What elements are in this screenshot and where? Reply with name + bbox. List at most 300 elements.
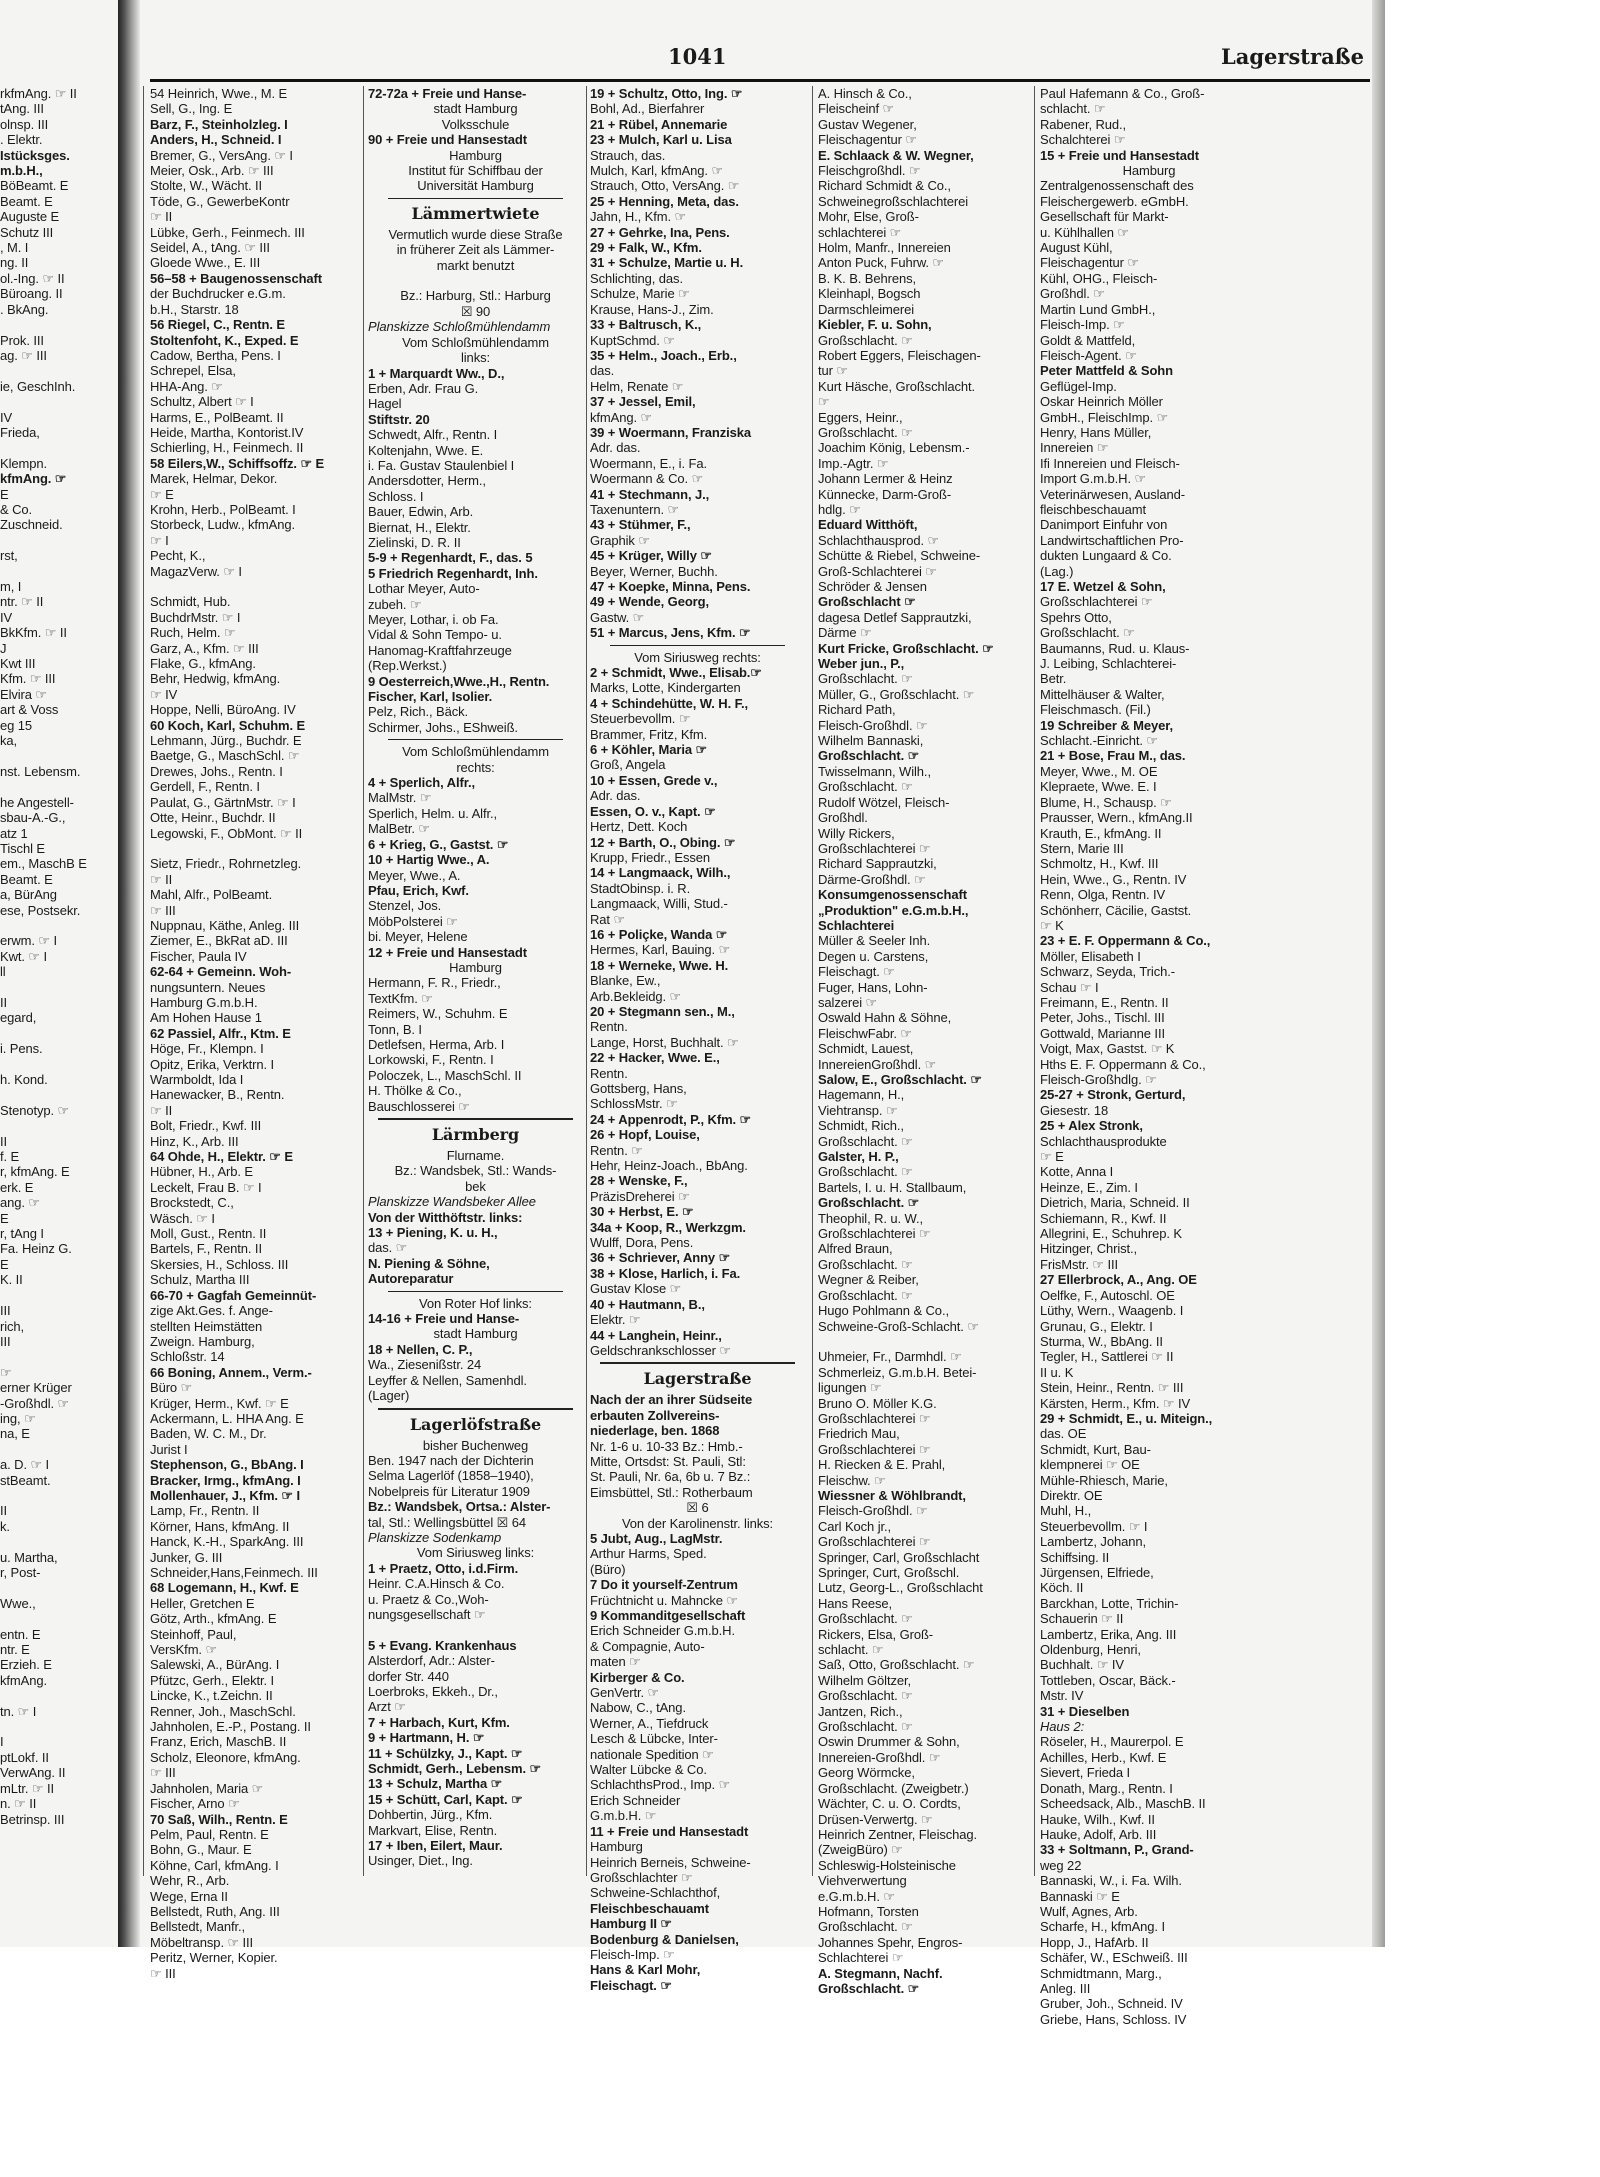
directory-entry-line: rich, [0,1318,25,1334]
directory-entry-line: Schweine-Schlachthof, [590,1885,721,1901]
directory-entry-line: Lamp, Fr., Rentn. II [150,1503,260,1519]
directory-entry-line: Stiftstr. 20 [368,411,430,427]
directory-entry-line: Seidel, A., tAng. ☞ III [150,240,270,256]
directory-entry-line: Friedrich Mau, [818,1426,900,1442]
section-rule [388,1291,563,1292]
directory-entry-line: Schlachterei [818,917,895,933]
directory-entry-line: Schalchterei ☞ [1040,132,1126,148]
directory-entry-line: 40 + Hautmann, B., [590,1296,705,1312]
column-divider [1034,86,1035,1876]
directory-entry-line: Koltenjahn, Wwe. E. [368,442,484,458]
directory-entry-line: Oswin Drummer & Sohn, [818,1734,960,1750]
directory-entry-line: H. Riecken & E. Prahl, [818,1457,946,1473]
directory-entry-line: Stein, Heinr., Rentn. ☞ III [1040,1380,1184,1396]
directory-entry-line: 64 Ohde, H., Elektr. ☞ E [150,1149,293,1165]
page-number: 1041 [668,44,727,69]
directory-entry-line: 15 + Freie und Hansestadt [1040,147,1199,163]
directory-entry-line: Vom Schloßmühlendamm [402,744,549,760]
directory-entry-line: (Lag.) [1040,563,1074,579]
directory-entry-line: E [0,1256,9,1272]
directory-entry-line: Stenzel, Jos. [368,898,442,914]
directory-entry-line: Fleischagt. ☞ [818,964,895,980]
directory-entry-line: St. Pauli, Nr. 6a, 6b u. 7 Bz.: [590,1469,751,1485]
directory-entry-line: Jahnholen, E.-P., Postang. II [150,1719,311,1735]
directory-entry-line: ☒ 90 [460,303,491,319]
directory-entry-line: Martin Lund GmbH., [1040,301,1156,317]
directory-entry-line: Bodenburg & Danielsen, [590,1931,739,1947]
directory-entry-line: Schmidt, Kurt, Bau- [1040,1441,1151,1457]
directory-entry-line: Dietrich, Maria, Schneid. II [1040,1195,1190,1211]
directory-entry-line: Otte, Heinr., Buchdr. II [150,810,276,826]
directory-entry-line: Imp.-Agtr. ☞ [818,455,889,471]
directory-entry-line: Bellstedt, Ruth, Ang. III [150,1903,280,1919]
directory-entry-line: stBeamt. [0,1472,51,1488]
directory-entry-line: Renner, Joh., MaschSchl. [150,1703,296,1719]
directory-entry-line: Anton Puck, Fuhrw. ☞ [818,255,944,271]
directory-entry-line: (Rep.Werkst.) [368,658,447,674]
directory-entry-line: Bauschlosserei ☞ [368,1098,470,1114]
directory-entry-line [368,1622,583,1637]
directory-entry-line: Zielinski, D. R. II [368,534,461,550]
directory-entry-line: Hugo Pohlmann & Co., [818,1303,949,1319]
directory-entry-line: Köhne, Carl, kfmAng. I [150,1857,279,1873]
section-rule [388,198,563,199]
directory-entry-line: Großschlachterei ☞ [1040,594,1153,610]
directory-entry-line: Tegler, H., Sattlerei ☞ II [1040,1349,1174,1365]
directory-entry-line: Hamburg G.m.b.H. [150,994,258,1010]
directory-entry-line: Hagemann, H., [818,1087,905,1103]
text-column-4 [818,86,1028,1996]
directory-entry-line [0,1118,113,1133]
directory-entry-line: tur ☞ [818,363,848,379]
directory-entry-line: 12 + Freie und Hansestadt [368,944,527,960]
directory-entry-line: 1 + Praetz, Otto, i.d.Firm. [368,1560,519,1576]
directory-entry-line: Köch. II [1040,1580,1084,1596]
directory-entry-line: Gottsberg, Hans, [590,1081,687,1096]
directory-entry-line: Wegner & Reiber, [818,1272,919,1288]
directory-entry-line: Scheedsack, Alb., MaschB. II [1040,1796,1206,1812]
directory-entry-line: Buchhalt. ☞ IV [1040,1657,1124,1673]
directory-entry-line: 45 + Krüger, Willy ☞ [590,548,712,564]
directory-entry-line: Uhmeier, Fr., Darmhdl. ☞ [818,1349,962,1365]
directory-entry-line: 28 + Wenske, F., [590,1173,688,1189]
directory-entry-line [0,1087,113,1102]
directory-entry-line: Sell, G., Ing. E [150,101,233,117]
directory-entry-line: Beamt. E [0,193,53,209]
book-gutter [118,0,140,1947]
directory-entry-line: Werner, A., Tiefdruck [590,1715,709,1731]
directory-entry-line: 5 Friedrich Regenhardt, Inh. [368,565,538,581]
directory-entry-line: Gruber, Joh., Schneid. IV [1040,1996,1183,2012]
directory-entry-line: zubeh. ☞ [368,596,422,612]
text-column-0 [0,86,113,1886]
directory-entry-line: Bz.: Wandsbek, Stl.: Wands- [394,1163,557,1179]
directory-entry-line: kfmAng. ☞ [590,409,653,425]
street-heading: Lagerlöfstraße [409,1414,542,1434]
directory-entry-line: Großschlacht. ☞ [818,1195,920,1211]
directory-entry-line: Möbeltransp. ☞ III [150,1934,254,1950]
street-heading: Lärmberg [431,1125,520,1144]
directory-entry-line: Von Roter Hof links: [419,1295,532,1311]
directory-entry-line: Hitzinger, Christ., [1040,1241,1138,1257]
directory-entry-line: Universität Hamburg [417,178,534,194]
directory-entry-line: Kurt Häsche, Großschlacht. [818,378,976,394]
directory-entry-line: Paulat, G., GärtnMstr. ☞ I [150,794,296,810]
directory-entry-line: Muhl, H., [1040,1503,1092,1519]
directory-entry-line: 21 + Rübel, Annemarie [590,116,728,132]
directory-entry-line: (ZweigBüro) ☞ [818,1842,903,1858]
directory-entry-line: IV [0,409,13,425]
directory-entry-line: Auguste E [0,209,60,225]
section-rule [610,645,785,646]
directory-entry-line: Bannaski, W., i. Fa. Wilh. [1040,1873,1182,1889]
directory-entry-line: Schloss. I [368,488,424,504]
directory-entry-line: SchlossMstr. ☞ [590,1096,678,1112]
directory-entry-line: 11 + Schülzky, J., Kapt. ☞ [368,1745,523,1761]
directory-entry-line: 62-64 + Gemeinn. Woh- [150,964,292,980]
directory-entry-line: Großhdl. ☞ [1040,286,1105,302]
directory-entry-line: 33 + Soltmann, P., Grand- [1040,1842,1194,1858]
directory-entry-line: InnereienGroßhdl. ☞ [818,1056,937,1072]
directory-entry-line: 14-16 + Freie und Hanse- [368,1311,520,1327]
street-heading: Lagerstraße [643,1369,752,1389]
directory-entry-line: Warmboldt, Ida I [150,1072,244,1087]
directory-entry-line: Hamburg [590,1839,643,1855]
directory-entry-line: Großschlacht. ☞ [818,1688,913,1704]
directory-entry-line: -Großhdl. ☞ [0,1395,70,1411]
directory-entry-line: ntr. ☞ II [0,594,44,610]
directory-entry-line: Scharfe, H., kfmAng. I [1040,1919,1165,1935]
directory-entry-line: Ben. 1947 nach der Dichterin [368,1452,534,1468]
page-header [148,44,1370,78]
directory-entry-line: 12 + Barth, O., Obing. ☞ [590,834,736,850]
directory-entry-line [0,1288,113,1303]
directory-entry-line: Junker, G. III [150,1549,223,1565]
directory-entry-line: ☞ E [1040,1149,1064,1165]
directory-entry-line: art & Voss [0,702,59,718]
directory-entry-line: 4 + Schindehütte, W. H. F., [590,695,749,711]
directory-entry-line: B. K. B. Behrens, [818,270,917,286]
directory-entry-line: Oelfke, F., Autoschl. OE [1040,1287,1175,1303]
directory-entry-line: Weber jun., P., [818,656,905,672]
directory-entry-line: Pecht, K., [150,548,206,564]
column-divider [812,86,813,1876]
directory-entry-line: 16 + Poliçke, Wanda ☞ [590,926,728,942]
directory-entry-line [0,363,113,378]
directory-entry-line: Stolte, W., Wächt. II [150,178,263,194]
directory-entry-line: Spehrs Otto, [1040,609,1112,625]
directory-entry-line [150,841,360,856]
directory-entry-line: kfmAng. [0,1672,47,1688]
directory-entry-line: Kärsten, Herm., Kfm. ☞ IV [1040,1395,1191,1411]
directory-entry-line: KuptSchmd. ☞ [590,332,675,348]
directory-entry-line: Marek, Helmar, Dekor. [150,471,278,487]
directory-entry-line: 37 + Jessel, Emil, [590,394,696,410]
directory-entry-line [0,440,113,455]
directory-entry-line: & Compagnie, Auto- [590,1638,705,1654]
directory-entry-line: Töde, G., GewerbeKontr [150,193,290,209]
directory-entry-line: Wege, Erna II [150,1888,228,1904]
directory-entry-line: Renn, Olga, Rentn. IV [1040,887,1166,903]
directory-entry-line: Schwarz, Seyda, Trich.- [1040,964,1175,980]
directory-entry-line: 18 + Werneke, Wwe. H. [590,957,729,973]
directory-entry-line: Ruch, Helm. ☞ [150,625,236,641]
directory-entry-line: schlacht. ☞ [1040,101,1106,117]
directory-entry-line: SchlachthsProd., Imp. ☞ [590,1777,731,1793]
directory-entry-line: Großschlacht. ☞ [818,1287,913,1303]
directory-entry-line: ligungen ☞ [818,1380,882,1396]
directory-entry-line: tAng. III [0,101,44,117]
directory-entry-line: u. Kühlhallen ☞ [1040,224,1129,240]
directory-entry-line: Theophil, R. u. W., [818,1210,924,1226]
directory-entry-line: Haus 2: [1040,1719,1085,1735]
directory-entry-line: klempnerei ☞ OE [1040,1457,1140,1473]
directory-entry-line: ol.-Ing. ☞ II [0,270,65,286]
directory-entry-line: Usinger, Diet., Ing. [368,1853,473,1869]
directory-entry-line: Jahnholen, Maria ☞ [150,1780,264,1796]
directory-entry-line: Johannes Spehr, Engros- [818,1934,963,1950]
directory-entry-line: Bellstedt, Manfr., [150,1919,246,1935]
directory-entry-line: 4 + Sperlich, Alfr., [368,775,475,791]
directory-entry-line: Leckelt, Frau B. ☞ I [150,1179,262,1195]
directory-entry-line: b.H., Starstr. 18 [150,301,239,317]
directory-entry-line: Schlachthausprod. ☞ [818,532,940,548]
directory-entry-line: Mstr. IV [1040,1688,1084,1704]
directory-entry-line: Schutz III [0,224,54,240]
directory-entry-line: Oswald Hahn & Söhne, [818,1010,952,1026]
directory-entry-line: Großschlacht. ☞ [818,1164,913,1180]
directory-entry-line: (Lager) [368,1388,410,1404]
directory-entry-line: Lincke, K., t.Zeichn. II [150,1688,273,1704]
directory-entry-line: Kiebler, F. u. Sohn, [818,317,932,333]
directory-entry-line: Schlachterei ☞ [818,1950,904,1966]
directory-entry-line: Helm, Renate ☞ [590,378,684,394]
directory-entry-line: der Buchdrucker e.G.m. [150,286,286,302]
directory-entry-line: Krohn, Herb., PolBeamt. I [150,501,296,517]
directory-entry-line: Heide, Martha, Kontorist.IV [150,424,304,440]
directory-entry-line: sbau-A.-G., [0,810,66,826]
directory-entry-line: G.m.b.H. ☞ [590,1808,657,1824]
directory-entry-line: Import G.m.b.H. ☞ [1040,471,1147,487]
directory-entry-line: Jürgensen, Elfriede, [1040,1565,1154,1580]
directory-entry-line: ese, Postsekr. [0,902,81,918]
directory-entry-line: Klepraete, Wwe. E. I [1040,779,1157,795]
directory-entry-line: J [0,640,7,656]
directory-entry-line: Andersdotter, Herm., [368,473,486,489]
directory-entry-line: Meyer, Lothar, i. ob Fa. [368,612,499,627]
directory-entry-line: Schloßstr. 14 [150,1349,225,1365]
directory-entry-line: Nuppnau, Käthe, Anleg. III [150,917,300,933]
directory-entry-line: 70 Saß, Wilh., Rentn. E [150,1811,288,1827]
directory-entry-line: Erich Schneider G.m.b.H. [590,1623,735,1639]
directory-entry-line: Woermann, E., i. Fa. [590,455,707,471]
directory-entry-line: Großschlacht. ☞ [818,1256,913,1272]
directory-entry-line: Großschlacht ☞ [818,594,916,610]
directory-entry-line: Franz, Erich, MaschB. II [150,1734,287,1750]
directory-entry-line: ll [0,964,6,980]
directory-entry-line: . Elektr. [0,132,43,148]
directory-entry-line [0,1688,113,1703]
directory-entry-line: Elektr. ☞ [590,1312,641,1328]
directory-entry-line: Hths E. F. Oppermann & Co., [1040,1056,1206,1072]
directory-entry-line: Schlacht.-Einricht. ☞ [1040,733,1158,749]
section-rule [378,1118,573,1120]
directory-entry-line: ☞ II [150,871,173,887]
directory-entry-line: Steuerbevollm. ☞ I [1040,1518,1148,1534]
directory-entry-line: Vom Schloßmühlendamm [402,334,549,350]
directory-entry-line: na, E [0,1426,30,1442]
directory-entry-line: Giesestr. 18 [1040,1102,1109,1118]
directory-entry-line: Jantzen, Rich., [818,1703,903,1719]
directory-entry-line: ☞ [818,394,830,410]
directory-entry-line: Scholz, Eleonore, kfmAng. [150,1749,301,1765]
directory-entry-line: Nach der an ihrer Südseite [590,1392,753,1408]
directory-entry-line: Schröder & Jensen [818,579,927,594]
directory-entry-line: Willy Rickers, [818,825,895,841]
directory-entry-line: 22 + Hacker, Wwe. E., [590,1050,720,1066]
directory-entry-line: MalBetr. ☞ [368,821,430,837]
directory-entry-line [0,748,113,763]
directory-entry-line: Gustav Klose ☞ [590,1281,682,1297]
directory-entry-line: Springer, Carl, Großschlacht [818,1549,980,1565]
directory-entry-line: Stern, Marie III [1040,840,1124,856]
directory-entry-line: Fleisch-Imp. ☞ [1040,317,1125,333]
directory-entry-line: Hermes, Karl, Bauing. ☞ [590,942,731,958]
directory-entry-line: Moll, Gust., Rentn. II [150,1226,267,1242]
directory-entry-line: das. [590,363,615,379]
directory-entry-line: Anders, H., Schneid. I [150,132,282,148]
directory-entry-line: ie, GeschInh. [0,378,76,394]
directory-entry-line: Viehverwertung [818,1873,907,1889]
directory-entry-line: Frieda, [0,424,40,440]
directory-entry-line: ptLokf. II [0,1749,49,1765]
directory-entry-line: niederlage, ben. 1868 [590,1423,720,1439]
directory-entry-line: Lutz, Georg-L., Großschlacht [818,1580,983,1596]
directory-entry-line: Heinrich Zentner, Fleischag. [818,1826,978,1842]
directory-entry-line: Wächter, C. u. O. Cordts, [818,1796,961,1812]
directory-entry-line: 9 + Hartmann, H. ☞ [368,1730,485,1746]
directory-entry-line: Springer, Curt, Großschl. [818,1565,960,1580]
directory-entry-line [0,533,113,548]
directory-entry-line: tal, Stl.: Wellingsbüttel ☒ 64 [368,1514,526,1530]
directory-entry-line: Kfm. ☞ III [0,671,56,687]
directory-entry-line: das. OE [1040,1426,1087,1442]
directory-entry-line: links: [460,350,491,366]
directory-entry-line: Hermann, F. R., Friedr., [368,975,501,991]
directory-entry-line: fleischbeschauamt [1040,501,1146,517]
directory-entry-line: 49 + Wende, Georg, [590,594,709,610]
directory-entry-line: , M. I [0,240,29,256]
directory-entry-line: Schauerin ☞ II [1040,1611,1124,1627]
directory-entry-line: E [0,486,9,502]
header-rule [150,79,1370,82]
directory-entry-line: Großhdl. [818,810,868,826]
directory-entry-line: Därme-Großhdl. ☞ [818,871,926,887]
directory-entry-line [0,1026,113,1041]
directory-entry-line: Lehmann, Jürg., Buchdr. E [150,733,302,749]
directory-entry-line: 17 + Iben, Eilert, Maur. [368,1838,503,1854]
directory-entry-line: Schmidtmann, Marg., [1040,1965,1162,1981]
directory-entry-line: Schmoltz, H., Kwf. III [1040,856,1159,872]
directory-entry-line: 20 + Stegmann sen., M., [590,1003,735,1019]
directory-entry-line: Eimsbüttel, Stl.: Rotherbaum [590,1484,753,1500]
directory-entry-line: Barz, F., Steinholzleg. I [150,116,288,132]
directory-entry-line: Bartels, I. u. H. Stallbaum, [818,1179,967,1195]
directory-entry-line: Griebe, Hans, Schloss. IV [1040,2011,1187,2027]
directory-entry-line: Gustav Wegener, [818,116,917,132]
directory-entry-line: 5 Jubt, Aug., LagMstr. [590,1530,723,1546]
directory-entry-line: Rentn. ☞ [590,1142,643,1158]
section-rule [388,739,563,740]
directory-entry-line: Oskar Heinrich Möller [1040,394,1163,410]
directory-entry-line: Hans Reese, [818,1595,893,1611]
directory-entry-line: 7 + Harbach, Kurt, Kfm. [368,1714,510,1730]
directory-entry-line: 19 + Schultz, Otto, Ing. ☞ [590,86,743,101]
directory-entry-line: Behr, Hedwig, kfmAng. [150,671,281,687]
directory-entry-line: Mulch, Karl, kfmAng. ☞ [590,163,723,179]
directory-entry-line: Langmaack, Willi, Stud.- [590,896,728,912]
directory-entry-line: u. Praetz & Co.,Woh- [368,1591,489,1607]
directory-entry-line: Krauth, E., kfmAng. II [1040,825,1162,841]
directory-entry-line: Großschlachterei ☞ [818,1410,931,1426]
directory-entry-line [0,317,113,332]
directory-entry-line: Taxenuntern. ☞ [590,501,680,517]
directory-entry-line: m.b.H., [0,163,43,179]
directory-entry-line: nationale Spedition ☞ [590,1746,714,1762]
directory-entry-line: Großschlacht. (Zweigbetr.) [818,1780,969,1796]
directory-entry-line [818,1334,1028,1349]
directory-entry-line: 17 E. Wetzel & Sohn, [1040,579,1166,594]
directory-entry-line: Pelm, Paul, Rentn. E [150,1826,269,1842]
directory-entry-line: Klempn. [0,455,47,471]
directory-entry-line: Innereien-Großhdl. ☞ [818,1749,941,1765]
directory-entry-line: III [0,1303,11,1319]
directory-entry-line: Schirmer, Johs., EShweiß. [368,719,518,735]
directory-entry-line: Istücksges. [0,147,70,163]
directory-entry-line: Hamburg [449,959,502,975]
directory-entry-line: BkKfm. ☞ II [0,625,67,641]
directory-entry-line: Fleischmasch. (Fil.) [1040,702,1151,718]
directory-entry-line: Oldenburg, Henri, [1040,1642,1141,1658]
directory-entry-line [0,980,113,995]
directory-entry-line: n. ☞ II [0,1796,37,1812]
text-column-2 [368,86,583,1886]
directory-entry-line: Holm, Manfr., Innereien [818,240,951,256]
directory-entry-line: Grunau, G., Elektr. I [1040,1318,1153,1334]
directory-entry-line: 51 + Marcus, Jens, Kfm. ☞ [590,625,751,641]
directory-entry-line: Schiemann, R., Kwf. II [1040,1210,1167,1226]
directory-entry-line: Blanke, Ew., [590,973,661,989]
directory-entry-line: 2 + Schmidt, Wwe., Elisab.☞ [590,665,762,681]
directory-entry-line: Georg Wörmcke, [818,1765,915,1781]
directory-entry-line: Joachim König, Lebensm.- [818,440,970,456]
directory-entry-line: Bremer, G., VersAng. ☞ I [150,147,293,163]
directory-entry-line: Fa. Heinz G. [0,1241,72,1257]
directory-entry-line: Eggers, Heinr., [818,409,903,425]
directory-entry-line: Großschlacht. ☞ [818,748,920,764]
directory-entry-line: Bruno O. Möller K.G. [818,1395,937,1411]
directory-entry-line: Lambertz, Erika, Ang. III [1040,1626,1177,1642]
directory-entry-line: Arb.Bekleidg. ☞ [590,988,682,1004]
directory-entry-line: erwm. ☞ I [0,933,57,949]
directory-entry-line [0,1534,113,1549]
directory-entry-line: Von der Karolinenstr. links: [621,1515,774,1531]
directory-entry-line: Meyer, Wwe., A. [368,867,461,883]
directory-entry-line: Mitte, Ortsdst: St. Pauli, Stl: [590,1453,746,1469]
directory-entry-line: Poloczek, L., MaschSchl. II [368,1067,522,1083]
directory-entry-line: ☞ III [150,1765,176,1781]
directory-entry-line: Schau ☞ I [1040,979,1099,995]
